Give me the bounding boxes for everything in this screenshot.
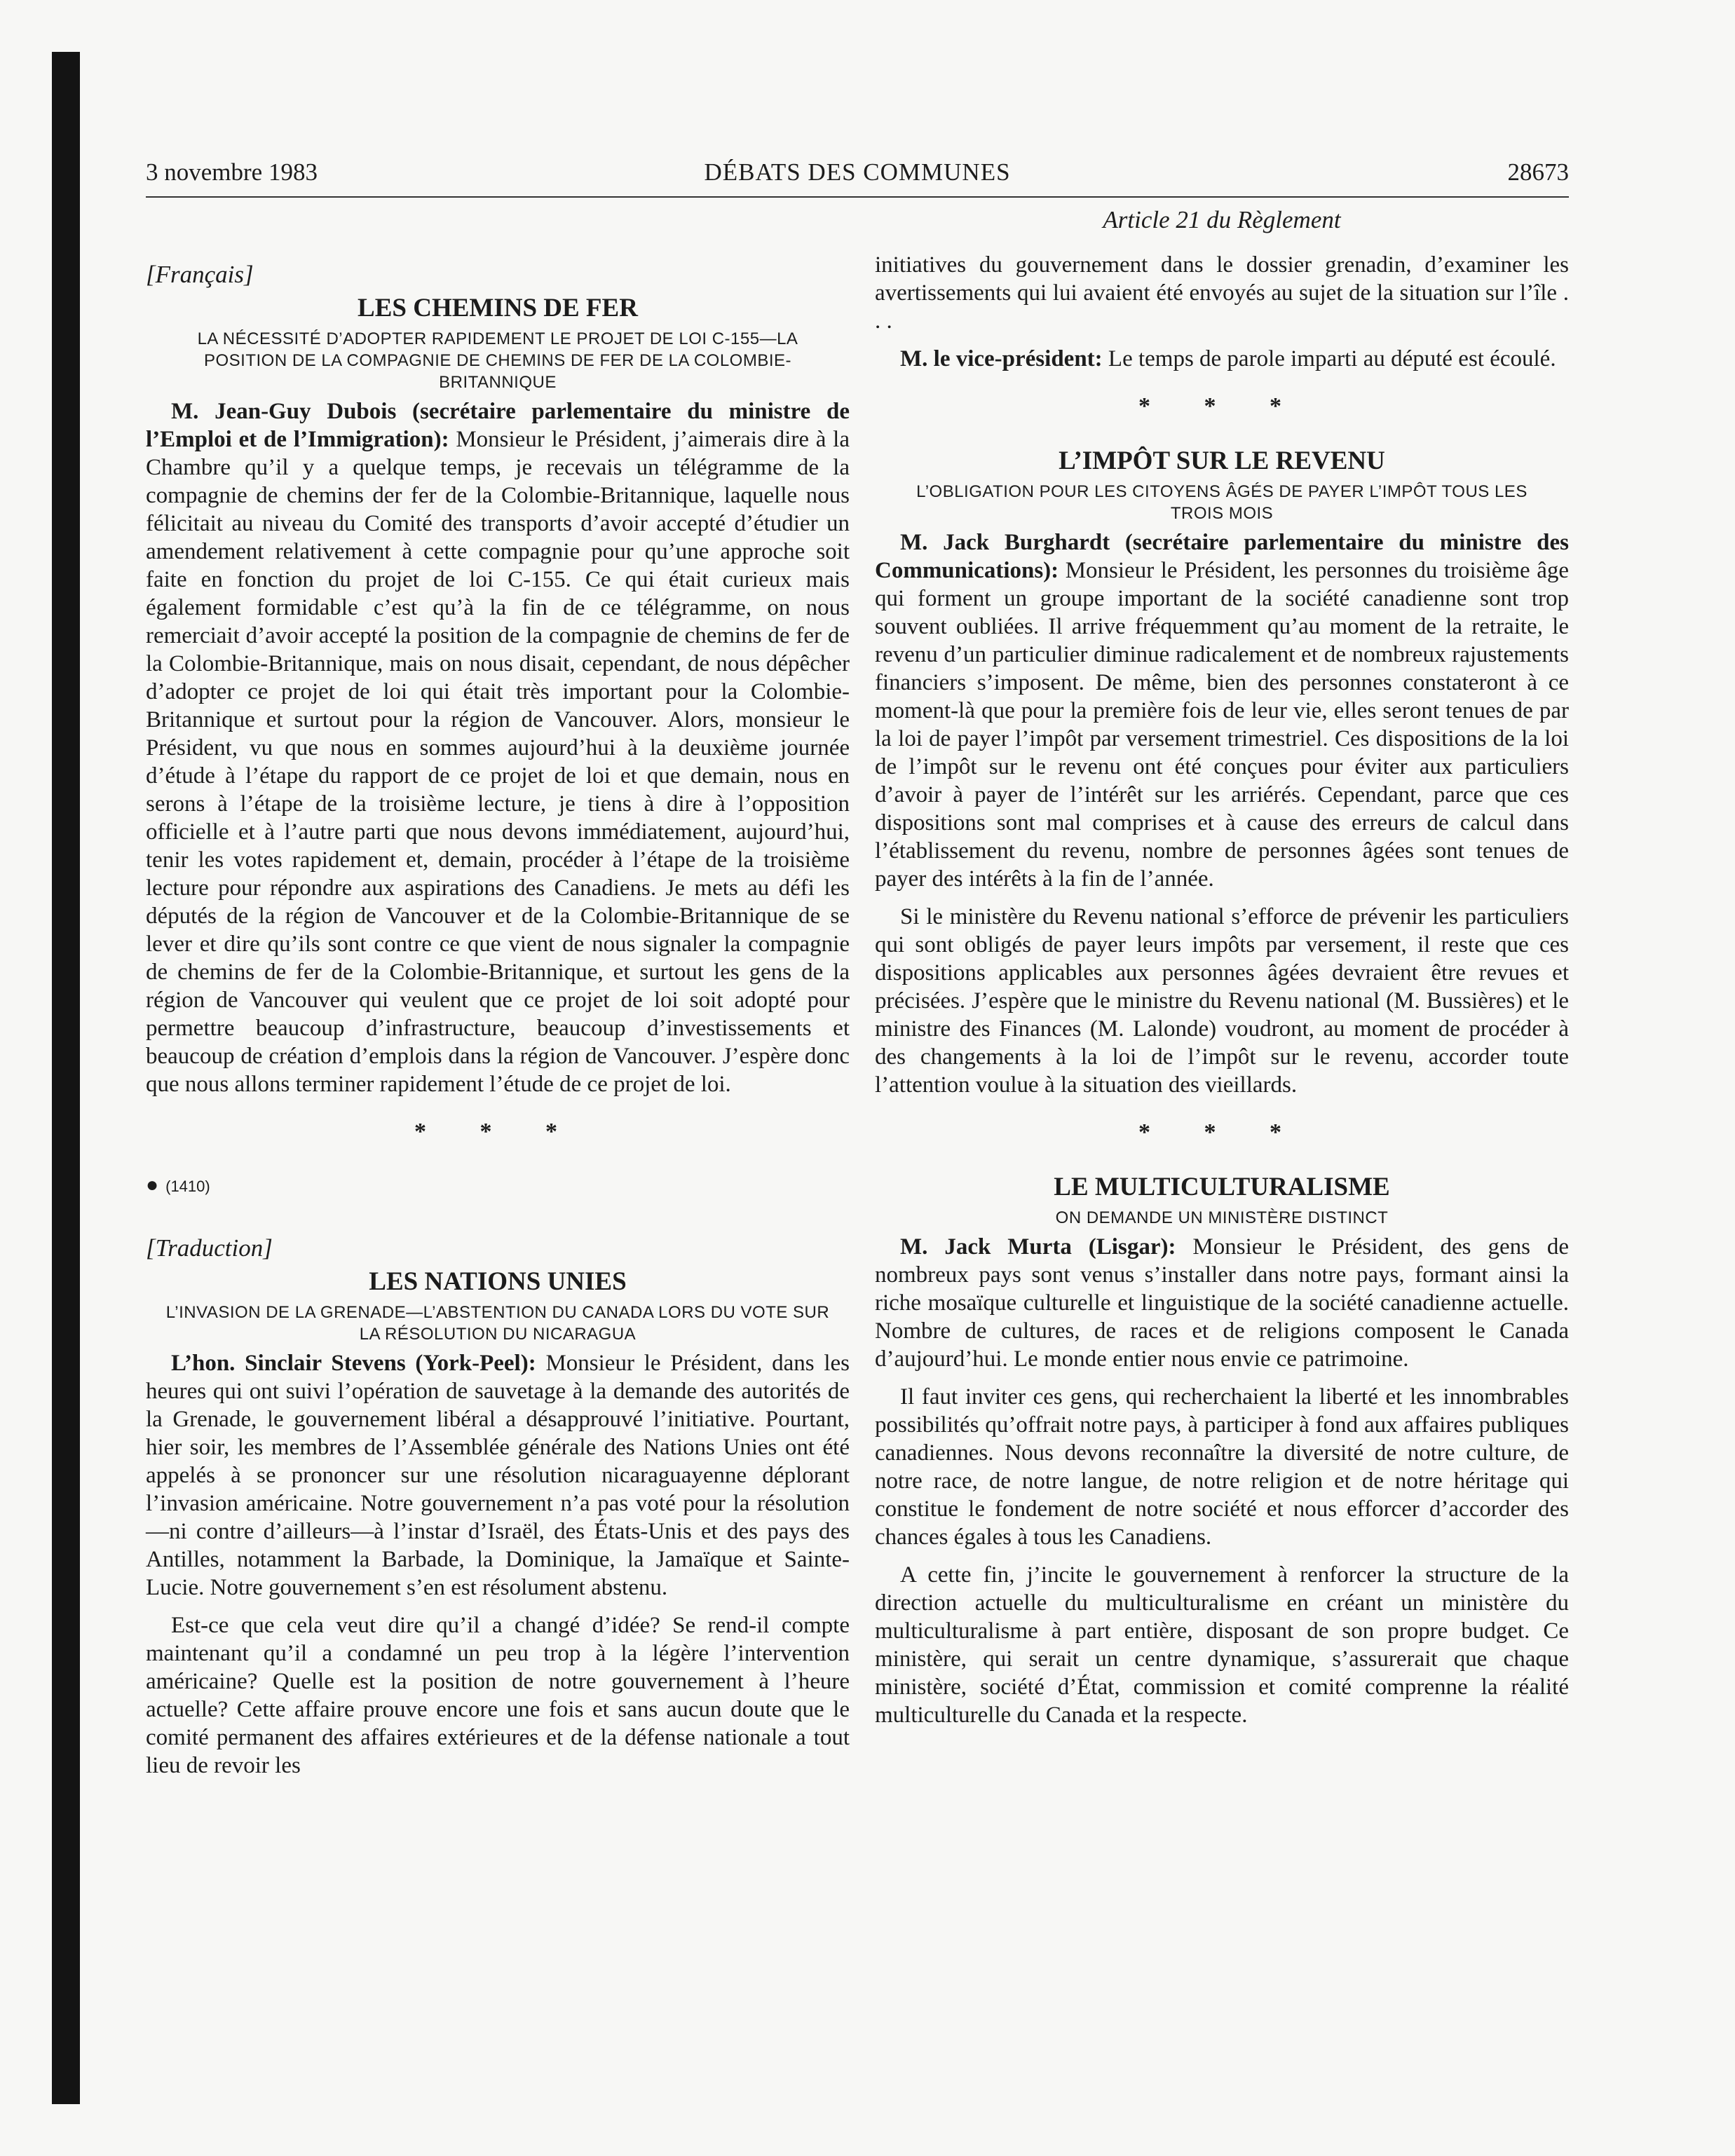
section-heading: LES NATIONS UNIES: [369, 1267, 627, 1296]
header-page-number: 28673: [1507, 158, 1569, 186]
speech-paragraph: Si le ministère du Revenu national s’efforce de prévenir les particuliers qui sont obligés de payer leurs impôts par versement, il reste que ces dispositions applicables aux personnes âgées devraient être revues et précisées. J’espère que le ministre du Revenu national (M. Bussières) et le ministre des Finances (M. Lalonde) voudront, au moment de procéder à des changements à la loi de l’impôt sur le revenu, accorder toute l’attention voulue à la situation des vieillards.: [875, 904, 1569, 1098]
section-subheading: L’OBLIGATION POUR LES CITOYENS ÂGÉS DE PAYER L’IMPÔT TOUS LES TROIS MOIS: [916, 482, 1528, 523]
section-heading: LES CHEMINS DE FER: [358, 294, 638, 322]
page-header: [146, 158, 1569, 198]
speech-paragraph: [146, 397, 850, 1098]
section-separator: * * *: [1138, 393, 1305, 419]
right-column: [875, 251, 1569, 1739]
speaker-name: M. Jack Burghardt (secrétaire parlementaire du ministre des Communications):: [875, 530, 1569, 583]
speech-text: Monsieur le Président, des gens de nombreux pays sont venus s’installer dans notre pays, formant ainsi la riche mosaïque culturelle et linguistique de la société canadienne actuelle. Nombre de cultures, de races et de religions composent le Canada d’aujourd’hui. Le monde entier nous envie ce patrimoine.: [875, 1234, 1570, 1372]
time-stamp: [146, 1171, 850, 1201]
speech-paragraph: [875, 528, 1569, 893]
speech-continuation: initiatives du gouvernement dans le dossier grenadin, d’examiner les avertissements qui lui avaient été envoyés au sujet de la situation sur l’île . . .: [875, 252, 1569, 334]
header-date: 3 novembre 1983: [146, 158, 318, 186]
speaker-name: L’hon. Sinclair Stevens (York-Peel):: [171, 1351, 536, 1376]
time-stamp-text: (1410): [165, 1178, 210, 1195]
section-separator: * * *: [1138, 1119, 1305, 1145]
speech-text: Le temps de parole imparti au député est écoulé.: [1108, 346, 1556, 371]
scan-edge-bar: [52, 52, 80, 2104]
rubric: Article 21 du Règlement: [1103, 206, 1341, 233]
speech-paragraph: Il faut inviter ces gens, qui recherchaient la liberté et les innombrables possibilités qu’offrait notre pays, à participer à fond aux affaires publiques canadiennes. Nous devons reconnaître la diversité de notre culture, de notre race, de notre langue, de notre religion et de notre héritage qui constitue le fondement de notre société et nous efforcer d’accorder des chances égales à tous les Canadiens.: [875, 1384, 1569, 1550]
speaker-name: M. Jean-Guy Dubois (secrétaire parlementaire du ministre de l’Emploi et de l’Immigration):: [146, 399, 850, 452]
section-subheading: L’INVASION DE LA GRENADE—L’ABSTENTION DU CANADA LORS DU VOTE SUR LA RÉSOLUTION DU NICARAGUA: [165, 1303, 830, 1344]
speech-text: Monsieur le Président, les personnes du troisième âge qui forment un groupe important de la société canadienne sont trop souvent oubliées. Il arrive fréquemment qu’au moment de la retraite, le revenu d’un particulier diminue radicalement et de nombreux rajustements financiers s’imposent. De même, bien des personnes constateront à ce moment-là que pour la première fois de leur vie, elles seront tenues de par la loi de payer l’impôt par versement trimestriel. Ces dispositions de la loi de l’impôt sur le revenu ont été conçues pour éviter aux particuliers d’avoir à payer de l’intérêt sur les arriérés. Cependant, parce que ces dispositions sont mal comprises et à cause des erreurs de calcul dans l’établissement du revenu, nombre de personnes âgées sont tenues de payer des intérêts à la fin de l’année.: [875, 558, 1569, 892]
section-heading: L’IMPÔT SUR LE REVENU: [1059, 446, 1385, 475]
section-separator: * * *: [414, 1119, 581, 1145]
section-subheading: LA NÉCESSITÉ D’ADOPTER RAPIDEMENT LE PROJET DE LOI C-155—LA POSITION DE LA COMPAGNIE DE CHEMINS DE FER DE LA COLOMBIE-BRITANNIQUE: [197, 329, 798, 392]
header-title: DÉBATS DES COMMUNES: [704, 158, 1011, 186]
section-subheading: ON DEMANDE UN MINISTÈRE DISTINCT: [1055, 1208, 1389, 1227]
language-tag: [Traduction]: [146, 1234, 273, 1262]
section-heading: LE MULTICULTURALISME: [1054, 1173, 1390, 1201]
speaker-name: M. le vice-président:: [900, 346, 1103, 371]
speech-paragraph: [146, 1349, 850, 1602]
speech-text: Monsieur le Président, j’aimerais dire à la Chambre qu’il y a quelque temps, je recevais un télégramme de la compagnie de chemins der fer de la Colombie-Britannique, laquelle nous félicitait au niveau du Comité des transports d’avoir accepté d’étudier un amendement relativement à cette compagnie pour qu’une approche soit faite en fonction du projet de loi C-155. Ce qui était curieux mais également formidable c’est qu’à la fin de ce télégramme, on nous remerciait d’avoir accepté la position de la compagnie de chemins de fer de la Colombie-Britannique, mais on nous disait, cependant, de nous dépêcher d’adopter ce projet de loi qui était très important pour la Colombie-Britannique et surtout pour la région de Vancouver. Alors, monsieur le Président, vu que nous en sommes aujourd’hui à la deuxième journée d’étude à l’étape du rapport de ce projet de loi et que demain, nous en serons à l’étape de la troisième lecture, je tiens à dire à l’opposition officielle et à l’autre parti que nous devons immédiatement, aujourd’hui, tenir les votes rapidement et, demain, procéder à l’étape de la troisième lecture pour répondre aux aspirations des Canadiens. Je mets au défi les députés de la région de Vancouver et de la Colombie-Britannique de se lever et dire qu’ils sont contre ce que vient de nous signaler la compagnie de chemins de fer de la Colombie-Britannique, et surtout les gens de la région de Vancouver qui veulent que ce projet de loi soit adopté pour permettre beaucoup d’infrastructure, beaucoup d’investissements et beaucoup de création d’emplois dans la région de Vancouver. J’espère donc que nous allons terminer rapidement l’étude de ce projet de loi.: [146, 427, 850, 1097]
speech-paragraph: A cette fin, j’incite le gouvernement à renforcer la structure de la direction actuelle du multiculturalisme en créant un ministère du multiculturalisme à part entière, disposant de son propre budget. Ce ministère, qui serait un centre dynamique, s’assurerait que chaque ministère, société d’État, commission et comité comprenne la réalité multiculturelle du Canada et la respecte.: [875, 1562, 1569, 1728]
bullet-icon: ●: [146, 1173, 159, 1196]
speaker-name: M. Jack Murta (Lisgar):: [900, 1234, 1176, 1260]
speech-paragraph: [875, 345, 1569, 373]
language-tag: [Français]: [146, 261, 254, 288]
left-column: [146, 251, 850, 1789]
speech-paragraph: Est-ce que cela veut dire qu’il a changé d’idée? Se rend-il compte maintenant qu’il a condamné un peu trop à la légère l’intervention américaine? Quelle est la position de notre gouvernement à l’heure actuelle? Cette affaire prouve encore une fois et sans aucun doute que le comité permanent des affaires extérieures et de la défense nationale a tout lieu de revoir les: [146, 1613, 850, 1778]
speech-text: Monsieur le Président, dans les heures qui ont suivi l’opération de sauvetage à la demande des autorités de la Grenade, le gouvernement libéral a désapprouvé l’initiative. Pourtant, hier soir, les membres de l’Assemblée générale des Nations Unies ont été appelés à se prononcer sur une résolution nicaraguayenne déplorant l’invasion américaine. Notre gouvernement n’a pas voté pour la résolution—ni contre d’ailleurs—à l’instar d’Israël, des États-Unis et des pays des Antilles, notamment la Barbade, la Dominique, la Jamaïque et Sainte-Lucie. Notre gouvernement s’en est résolument abstenu.: [146, 1351, 850, 1600]
speech-paragraph: [875, 1233, 1569, 1373]
